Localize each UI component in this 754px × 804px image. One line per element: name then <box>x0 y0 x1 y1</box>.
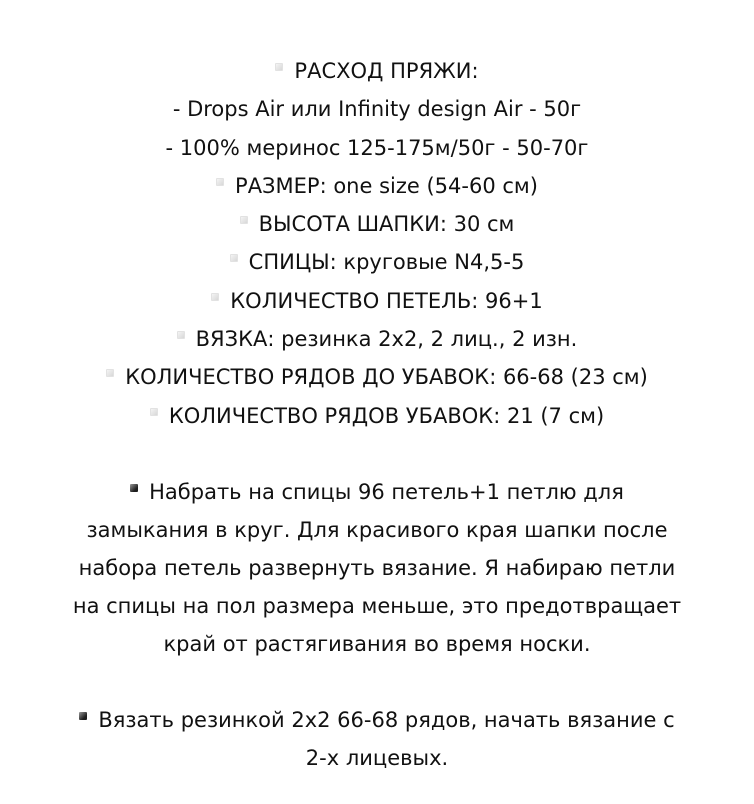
step-1-line: набора петель развернуть вязание. Я набираю петли <box>78 555 676 580</box>
step-1-line: край от растягивания во время носки. <box>163 631 591 656</box>
square-bullet-icon <box>216 178 224 186</box>
spec-knit-pattern: ВЯЗКА: резинка 2х2, 2 лиц., 2 изн. <box>0 320 754 358</box>
square-bullet-icon <box>130 484 138 492</box>
step-1-line: на спицы на пол размера меньше, это предотвращает <box>72 593 682 618</box>
step-2-paragraph <box>0 701 754 777</box>
square-bullet-icon <box>106 369 114 377</box>
spacer <box>0 663 754 701</box>
step-2-line: 2-х лицевых. <box>305 745 449 770</box>
spec-yarn-option-2: - 100% меринос 125-175м/50г - 50-70г <box>165 135 589 160</box>
step-1-paragraph <box>0 473 754 663</box>
specs-list <box>0 52 754 435</box>
step-1-line: Набрать на спицы 96 петель+1 петлю для <box>0 473 754 511</box>
square-bullet-icon <box>177 331 185 339</box>
spec-needles: СПИЦЫ: круговые N4,5-5 <box>0 243 754 281</box>
square-bullet-icon <box>230 254 238 262</box>
square-bullet-icon <box>150 408 158 416</box>
square-bullet-icon <box>240 216 248 224</box>
square-bullet-icon <box>211 293 219 301</box>
spec-hat-height: ВЫСОТА ШАПКИ: 30 см <box>0 205 754 243</box>
spacer <box>0 435 754 473</box>
step-2-line: Вязать резинкой 2х2 66-68 рядов, начать вязание с <box>0 701 754 739</box>
spec-rows-before-decrease: КОЛИЧЕСТВО РЯДОВ ДО УБАВОК: 66-68 (23 см) <box>0 358 754 396</box>
document <box>0 52 754 777</box>
spec-size: РАЗМЕР: one size (54-60 см) <box>0 167 754 205</box>
step-1-line: замыкания в круг. Для красивого края шапки после <box>86 517 668 542</box>
square-bullet-icon <box>79 712 87 720</box>
spec-yarn-option-1: - Drops Air или Infinity design Air - 50г <box>172 97 582 122</box>
spec-stitch-count: КОЛИЧЕСТВО ПЕТЕЛЬ: 96+1 <box>0 282 754 320</box>
spec-decrease-rows: КОЛИЧЕСТВО РЯДОВ УБАВОК: 21 (7 см) <box>0 397 754 435</box>
square-bullet-icon <box>275 63 283 71</box>
spec-yarn-heading: РАСХОД ПРЯЖИ: <box>0 52 754 90</box>
